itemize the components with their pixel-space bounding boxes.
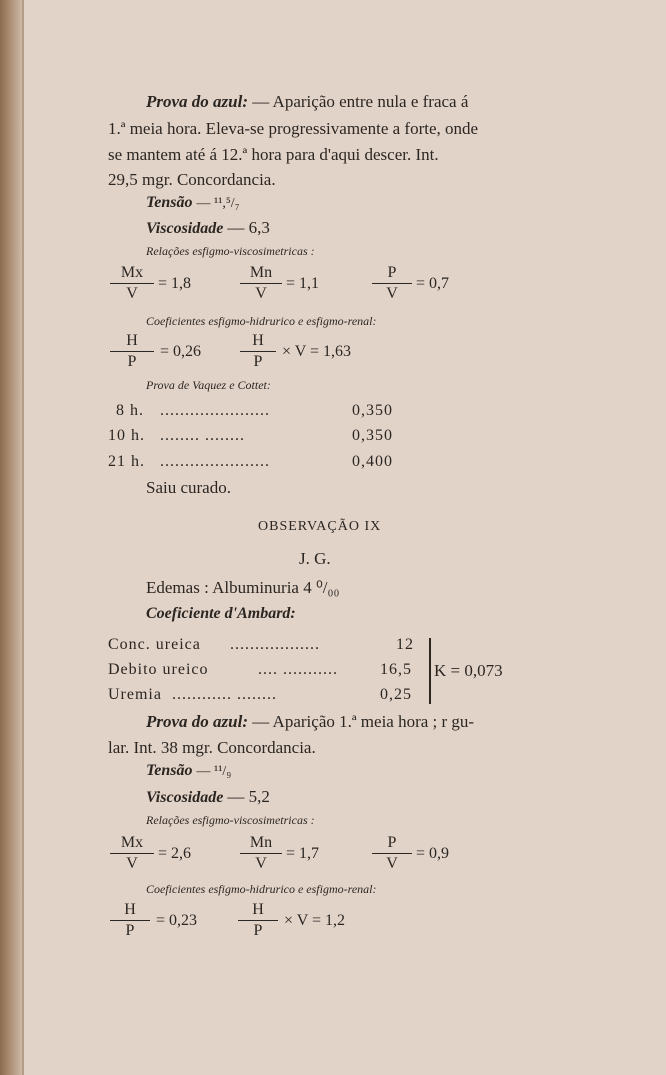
p1-h-p-v-value: × V = 1,63: [282, 343, 352, 360]
vaquez-caption: Prova de Vaquez e Cottet:: [146, 378, 271, 392]
frac-denominator: V: [255, 855, 267, 872]
p1-frac-h-p: [110, 332, 154, 371]
frac-denominator: V: [255, 285, 267, 302]
frac-numerator: Mx: [120, 834, 144, 851]
ambard-value: 16,5: [380, 661, 412, 678]
frac-numerator: H: [124, 901, 136, 918]
p2-tensao-label: Tensão: [146, 762, 193, 779]
ambard-value: 0,25: [380, 686, 412, 703]
fraction-bar: [110, 283, 154, 284]
p2-coef-caption: Coeficientes esfigmo-hidrurico e esfigmo-renal:: [146, 882, 377, 896]
p1-line4: 29,5 mgr. Concordancia.: [108, 170, 276, 189]
p2-p-v-value: = 0,9: [416, 845, 450, 862]
frac-numerator: H: [126, 332, 138, 349]
frac-numerator: H: [252, 901, 264, 918]
p2-frac-h-p-v: [238, 901, 278, 940]
p2-heading-line: [146, 712, 474, 732]
ambard-dots: ..................: [230, 636, 320, 653]
p2-relacoes-caption: Relações esfigmo-viscosimetricas :: [146, 813, 315, 827]
fraction-bar: [110, 920, 150, 921]
frac-numerator: Mx: [120, 264, 144, 281]
p1-heading-line: [146, 92, 468, 112]
p1-coef-caption: Coeficientes esfigmo-hidrurico e esfigmo-renal:: [146, 314, 377, 328]
fraction-bar: [372, 283, 412, 284]
frac-denominator: V: [126, 285, 138, 302]
p2-frac-mn-v: [240, 834, 282, 873]
p1-line1-rest: — Aparição entre nula e fraca á: [252, 92, 469, 111]
p2-viscosidade: [146, 787, 270, 807]
p1-frac-p-v: [372, 264, 412, 303]
frac-numerator: H: [252, 332, 264, 349]
p2-line1-rest: — Aparição 1.ª meia hora ; r gu-: [252, 712, 475, 731]
p2-tensao-value: — ¹¹/₉: [196, 764, 232, 779]
p2-frac-p-v: [372, 834, 412, 873]
ambard-label: Uremia: [108, 686, 162, 703]
p1-visc-value: — 6,3: [227, 218, 270, 237]
frac-denominator: V: [386, 855, 398, 872]
p2-visc-value: — 5,2: [227, 787, 270, 806]
p1-tensao: [146, 194, 240, 212]
p2-frac-h-p: [110, 901, 150, 940]
vaquez-value: 0,350: [352, 402, 393, 419]
fraction-bar: [240, 853, 282, 854]
p1-tensao-value: — ¹¹,⁵/₇: [196, 196, 240, 211]
p2-visc-label: Viscosidade: [146, 789, 224, 806]
ambard-brace: [423, 638, 431, 704]
vaquez-time: 10 h.: [108, 427, 145, 444]
p1-frac-h-p-v: [240, 332, 276, 371]
ambard-value: 12: [396, 636, 414, 653]
frac-denominator: P: [127, 353, 137, 370]
p1-line2: 1.ª meia hora. Eleva-se progressivamente a forte, onde: [108, 119, 479, 138]
p2-heading: Prova do azul:: [146, 712, 248, 731]
frac-numerator: P: [387, 264, 397, 281]
fraction-bar: [110, 351, 154, 352]
ambard-label: Conc. ureica: [108, 636, 201, 653]
p2-mx-v-value: = 2,6: [158, 845, 192, 862]
frac-denominator: P: [125, 922, 135, 939]
frac-numerator: Mn: [249, 264, 273, 281]
vaquez-time: 21 h.: [108, 453, 145, 470]
vaquez-dots: ......................: [160, 402, 270, 419]
p2-line2: lar. Int. 38 mgr. Concordancia.: [108, 738, 316, 757]
p1-mn-v-value: = 1,1: [286, 275, 320, 292]
p1-line3: se mantem até á 12.ª hora para d'aqui descer. Int.: [108, 145, 439, 164]
vaquez-outcome: Saiu curado.: [146, 478, 231, 497]
vaquez-time: 8 h.: [116, 402, 144, 419]
fraction-bar: [240, 351, 276, 352]
p1-tensao-label: Tensão: [146, 194, 193, 211]
p2-h-p-value: = 0,23: [156, 912, 198, 929]
fraction-bar: [240, 283, 282, 284]
p2-h-p-v-value: × V = 1,2: [284, 912, 346, 929]
p2-frac-mx-v: [110, 834, 154, 873]
frac-numerator: P: [387, 834, 397, 851]
p1-heading: Prova do azul:: [146, 92, 248, 111]
fraction-bar: [372, 853, 412, 854]
fraction-bar: [238, 920, 278, 921]
ambard-heading: Coeficiente d'Ambard:: [146, 605, 296, 622]
vaquez-value: 0,350: [352, 427, 393, 444]
vaquez-dots: ......................: [160, 453, 270, 470]
p1-visc-label: Viscosidade: [146, 220, 224, 237]
frac-numerator: Mn: [249, 834, 273, 851]
p1-frac-mx-v: [110, 264, 154, 303]
frac-denominator: V: [386, 285, 398, 302]
frac-denominator: V: [126, 855, 138, 872]
ambard-k-value: K = 0,073: [434, 661, 503, 680]
p1-mx-v-value: = 1,8: [158, 275, 192, 292]
observation-title: OBSERVAÇÃO IX: [258, 519, 382, 534]
p1-viscosidade: [146, 218, 270, 238]
ambard-label: Debito ureico: [108, 661, 209, 678]
edemas-line: Edemas : Albuminuria 4 ⁰/₀₀: [146, 578, 340, 597]
vaquez-dots: ........ ........: [160, 427, 245, 444]
p1-frac-mn-v: [240, 264, 282, 303]
p1-p-v-value: = 0,7: [416, 275, 450, 292]
p1-h-p-value: = 0,26: [160, 343, 202, 360]
vaquez-value: 0,400: [352, 453, 393, 470]
p1-relacoes-caption: Relações esfigmo-viscosimetricas :: [146, 244, 315, 258]
patient-initials: J. G.: [299, 549, 331, 568]
ambard-dots: ............ ........: [172, 686, 277, 703]
ambard-dots: .... ...........: [258, 661, 338, 678]
frac-denominator: P: [253, 922, 263, 939]
p2-mn-v-value: = 1,7: [286, 845, 320, 862]
p2-tensao: [146, 762, 231, 780]
frac-denominator: P: [253, 353, 263, 370]
fraction-bar: [110, 853, 154, 854]
